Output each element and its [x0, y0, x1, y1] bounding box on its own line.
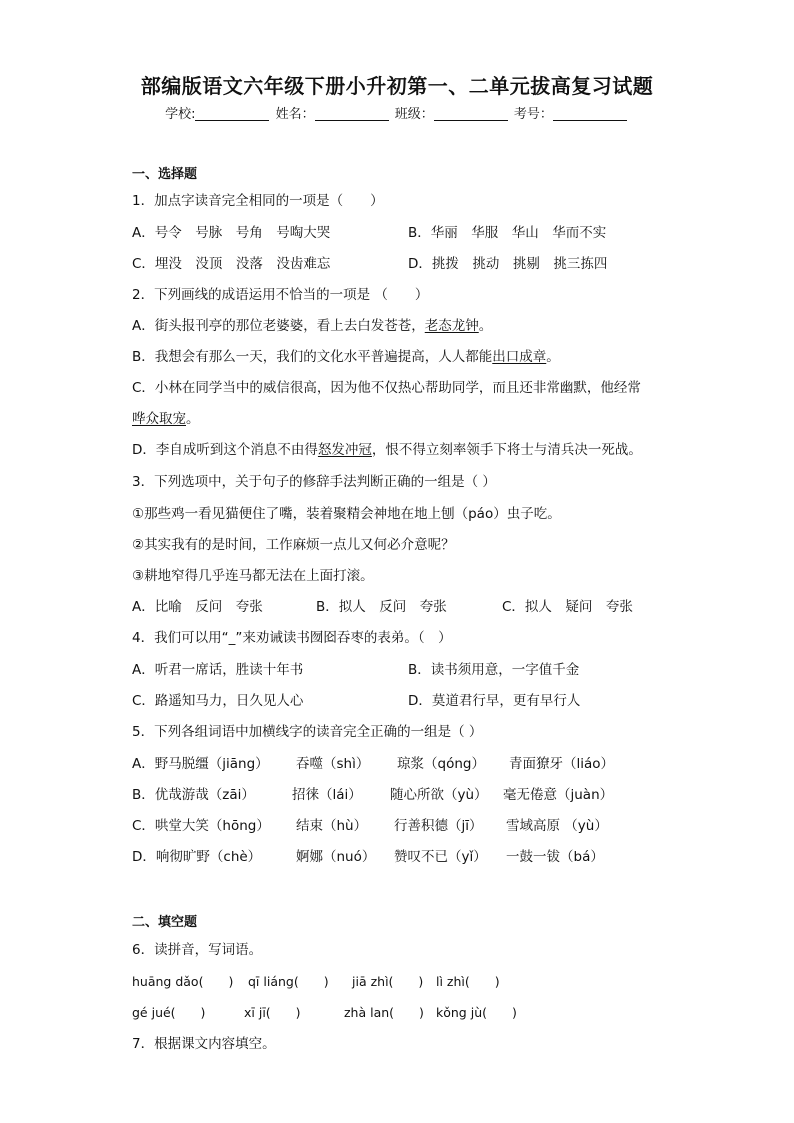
q5-c-word-4: 雪域高原 （yù） — [506, 818, 608, 834]
q5-a-word-2: 吞噬（shì） — [296, 756, 370, 772]
q5-c-word-3: 行善积德（jī） — [394, 818, 483, 834]
q5-option-a[interactable] — [132, 755, 614, 773]
q5-stem: 5．下列各组词语中加横线字的读音完全正确的一组是（ ） — [132, 724, 483, 740]
q2-stem: 2．下列画线的成语运用不恰当的一项是 （ ） — [132, 287, 429, 303]
class-blank[interactable] — [434, 106, 508, 121]
q4-option-c[interactable]: C．路遥知马力，日久见人心 — [132, 693, 304, 709]
q2-d-text: D．李自成听到这个消息不由得 — [132, 442, 318, 458]
q5-a-word-3: 琼浆（qóng） — [397, 756, 485, 772]
q2-option-c-line2[interactable] — [132, 410, 200, 428]
q3-sentence-3: ③耕地窄得几乎连马都无法在上面打滚。 — [132, 568, 374, 584]
q5-b-word-2: 招徕（lái） — [292, 787, 362, 803]
q4-stem: 4．我们可以用“_”来劝诫读书囫囵吞枣的表弟。（ ） — [132, 630, 452, 646]
q2-option-a[interactable] — [132, 317, 492, 335]
q5-b-word-3: 随心所欲（yù） — [390, 787, 488, 803]
q3-options — [132, 598, 633, 616]
q2-b-idiom: 出口成章 — [492, 349, 547, 365]
q1-option-c[interactable]: C．埋没 没顶 没落 没齿难忘 — [132, 256, 331, 272]
student-info-line — [0, 103, 794, 122]
q5-b-word-1: B．优哉游哉（zāi） — [132, 787, 255, 803]
q6-pinyin-5[interactable]: gé jué( ) — [132, 1005, 206, 1020]
page-title: 部编版语文六年级下册小升初第一、二单元拔高复习试题 — [140, 74, 654, 98]
q6-row-2 — [132, 1004, 517, 1022]
section-heading-choice: 一、选择题 — [132, 167, 198, 182]
q5-option-d[interactable] — [132, 848, 604, 866]
q4-option-a[interactable]: A．听君一席话，胜读十年书 — [132, 662, 304, 678]
q3-option-c[interactable]: C．拟人 疑问 夸张 — [502, 599, 633, 615]
q1-options-row1 — [132, 224, 606, 242]
q6-pinyin-7[interactable]: zhà lan( ) — [344, 1005, 424, 1020]
q2-b-end: 。 — [546, 349, 560, 365]
q5-option-c[interactable] — [132, 817, 608, 835]
q3-sentence-1: ①那些鸡一看见猫便住了嘴，装着聚精会神地在地上刨（páo）虫子吃。 — [132, 506, 561, 522]
q3-stem: 3．下列选项中，关于句子的修辞手法判断正确的一组是（ ） — [132, 474, 496, 490]
q5-c-word-2: 结束（hù） — [296, 818, 368, 834]
q2-option-b[interactable] — [132, 348, 560, 366]
q4-options-row1 — [132, 661, 579, 679]
q3-option-a[interactable]: A．比喻 反问 夸张 — [132, 599, 263, 615]
q6-pinyin-4[interactable]: lì zhì( ) — [436, 974, 500, 989]
q2-c-idiom: 哗众取宠 — [132, 411, 186, 427]
name-blank[interactable] — [315, 106, 389, 121]
q5-d-word-4: 一鼓一钹（bá） — [506, 849, 604, 865]
q2-d-idiom: 怒发冲冠 — [317, 442, 372, 458]
q2-c-end: 。 — [186, 411, 200, 427]
q1-options-row2 — [132, 255, 607, 273]
q6-pinyin-6[interactable]: xī jī( ) — [244, 1005, 301, 1020]
exam-no-blank[interactable] — [553, 106, 627, 121]
q5-a-word-4: 青面獠牙（liáo） — [509, 756, 615, 772]
q5-c-word-1: C．哄堂大笑（hōng） — [132, 818, 270, 834]
q3-option-b[interactable]: B．拟人 反问 夸张 — [316, 599, 447, 615]
school-blank[interactable] — [195, 106, 269, 121]
section-heading-fill: 二、填空题 — [132, 915, 198, 930]
q2-d-end: ，恨不得立刻率领手下将士与清兵决一死战。 — [371, 442, 642, 458]
q2-a-end: 。 — [478, 318, 493, 334]
q1-option-b[interactable]: B．华丽 华服 华山 华而不实 — [408, 225, 607, 241]
q6-pinyin-8[interactable]: kǒng jù( ) — [436, 1005, 517, 1020]
q5-b-word-4: 毫无倦意（juàn） — [503, 787, 614, 803]
q5-a-word-1: A．野马脱缰（jiāng） — [132, 756, 269, 772]
q7-stem: 7．根据课文内容填空。 — [132, 1036, 276, 1052]
q6-pinyin-1[interactable]: huāng dǎo( ) — [132, 974, 234, 989]
q5-option-b[interactable] — [132, 786, 613, 804]
class-label: 班级： — [394, 107, 434, 122]
q4-option-b[interactable]: B．读书须用意，一字值千金 — [408, 662, 580, 678]
q6-row-1 — [132, 973, 500, 991]
q3-sentence-2: ②其实我有的是时间，工作麻烦一点儿又何必介意呢？ — [132, 537, 455, 553]
name-label: 姓名： — [275, 107, 315, 122]
q1-option-d[interactable]: D．挑拨 挑动 挑剔 挑三拣四 — [408, 256, 608, 272]
q2-option-c-line1[interactable]: C．小林在同学当中的威信很高，因为他不仅热心帮助同学，而且还非常幽默，他经常 — [132, 380, 641, 396]
q1-stem: 1．加点字读音完全相同的一项是（ ） — [132, 193, 384, 209]
q2-a-text: A．街头报刊亭的那位老婆婆，看上去白发苍苍， — [132, 318, 425, 334]
q5-d-word-1: D．响彻旷野（chè） — [132, 849, 262, 865]
q6-pinyin-2[interactable]: qī liáng( ) — [248, 974, 329, 989]
q1-option-a[interactable]: A．号令 号脉 号角 号啕大哭 — [132, 225, 331, 241]
q2-b-text: B．我想会有那么一天，我们的文化水平普遍提高，人人都能 — [132, 349, 493, 365]
q2-a-idiom: 老态龙钟 — [424, 318, 479, 334]
q6-stem: 6．读拼音，写词语。 — [132, 942, 263, 958]
q5-d-word-2: 婀娜（nuó） — [296, 849, 376, 865]
q4-option-d[interactable]: D．莫道君行早，更有早行人 — [408, 693, 581, 709]
q4-options-row2 — [132, 692, 580, 710]
q5-d-word-3: 赞叹不已（yǐ） — [394, 849, 487, 865]
exam-no-label: 考号： — [513, 107, 553, 122]
q2-option-d[interactable] — [132, 441, 642, 459]
school-label: 学校: — [165, 107, 196, 122]
q6-pinyin-3[interactable]: jiā zhì( ) — [352, 974, 424, 989]
